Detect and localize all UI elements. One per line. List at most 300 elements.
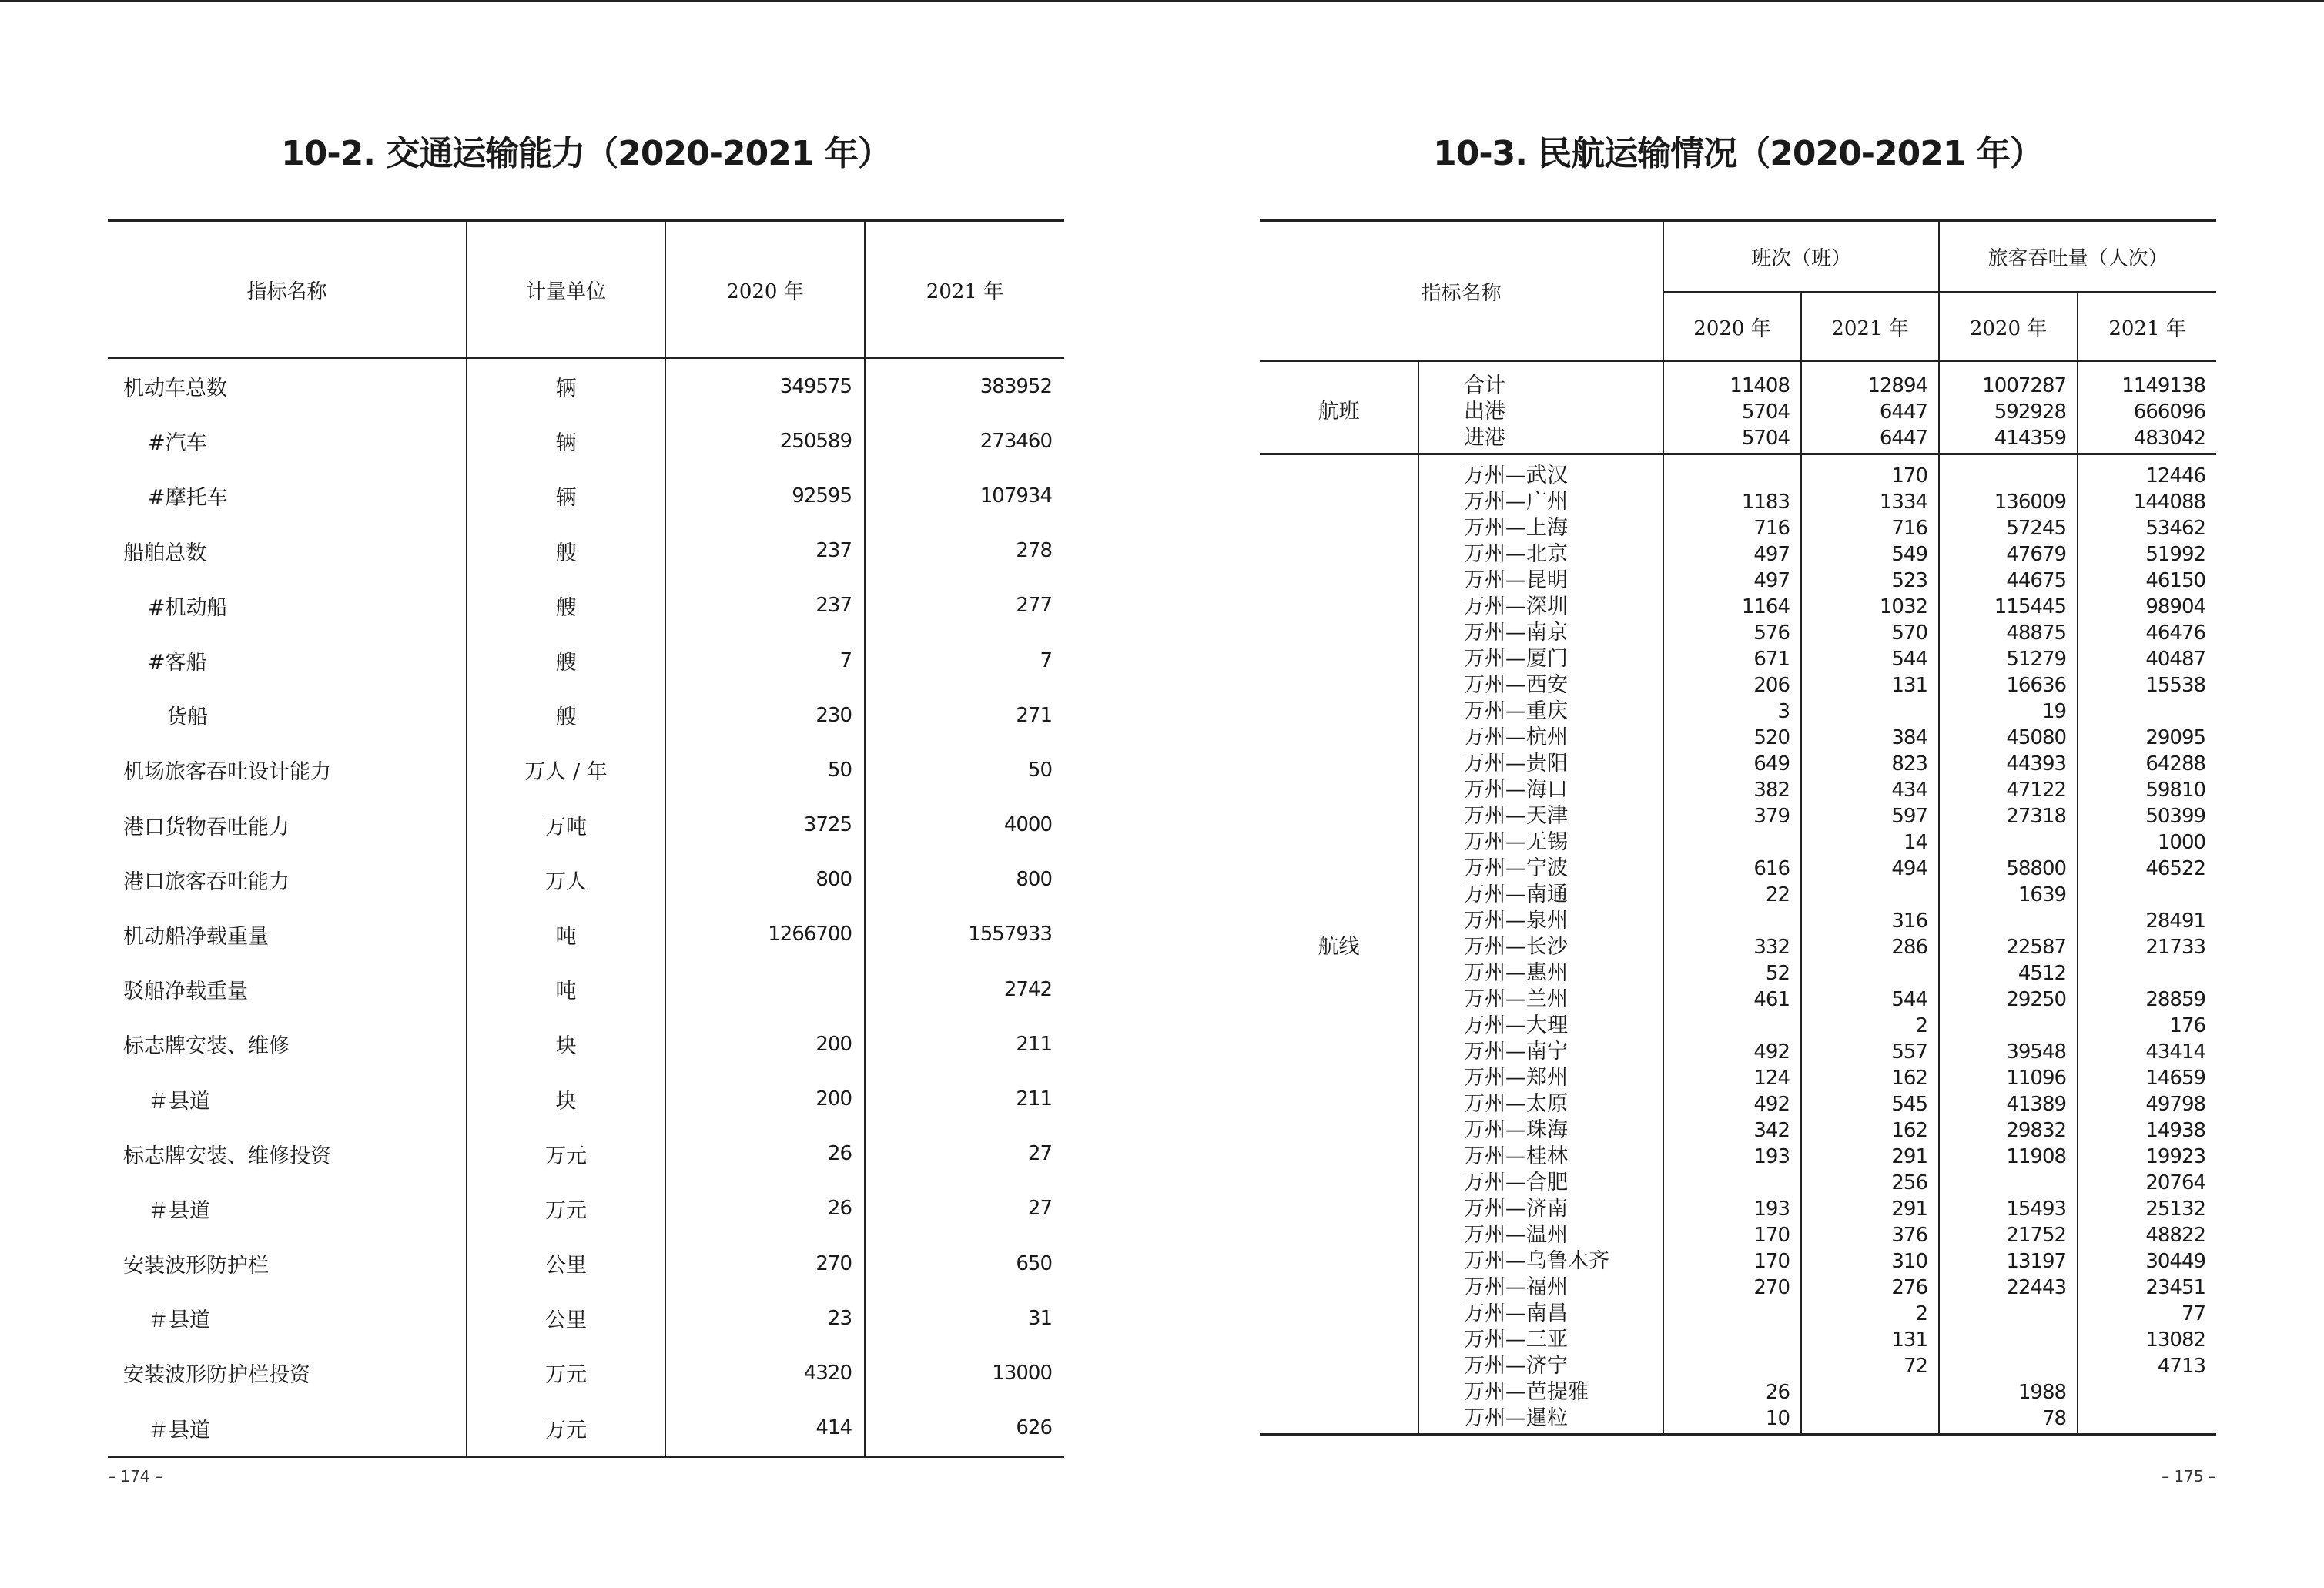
value-f2020: 671 <box>1753 648 1790 671</box>
table-row <box>108 1017 1064 1071</box>
route-label: 进港 <box>1464 426 1505 450</box>
value-p2020: 57245 <box>2006 517 2067 540</box>
unit-cell: 吨 <box>467 962 665 1017</box>
table-row <box>108 633 1064 688</box>
routes-flights-2020-column <box>1663 454 1801 1435</box>
value-p2020: 41389 <box>2006 1093 2067 1116</box>
value-f2020: 193 <box>1753 1198 1790 1221</box>
flights-2021-column <box>1801 361 1939 454</box>
value-f2020: 1183 <box>1741 491 1790 514</box>
value-f2020: 649 <box>1753 752 1790 776</box>
table-row <box>108 414 1064 468</box>
value-f2021: 2 <box>1915 1302 1928 1325</box>
value-f2021: 291 <box>1891 1198 1928 1221</box>
value-p2021 <box>2078 1379 2205 1405</box>
value-f2021: 597 <box>1891 805 1928 828</box>
value-f2020: 170 <box>1753 1250 1790 1273</box>
value-p2020: 51279 <box>2006 648 2067 671</box>
value-2020-cell: 23 <box>665 1291 865 1345</box>
route-label: 万州—福州 <box>1464 1275 1568 1299</box>
value-p2020 <box>1940 1301 2066 1327</box>
route-label: 出港 <box>1464 400 1505 424</box>
route-label: 万州—乌鲁木齐 <box>1464 1249 1609 1273</box>
value-p2021: 29095 <box>2145 726 2206 749</box>
table-header-row-1 <box>1260 221 2216 293</box>
value-p2020: 15493 <box>2006 1198 2067 1221</box>
value-p2020: 1988 <box>2018 1381 2067 1404</box>
indicator-name-cell: #机动船 <box>148 595 228 620</box>
value-p2021 <box>2078 1405 2205 1432</box>
table-row <box>108 962 1064 1017</box>
value-f2020: 616 <box>1753 857 1790 880</box>
unit-cell: 艘 <box>467 524 665 578</box>
value-f2021: 316 <box>1891 910 1928 933</box>
route-label: 万州—济南 <box>1464 1197 1568 1221</box>
value-f2020: 716 <box>1753 517 1790 540</box>
value-2020-cell: 92595 <box>665 468 865 523</box>
value-p2020: 45080 <box>2006 726 2067 749</box>
value-p2021: 46150 <box>2145 569 2206 592</box>
value-p2021: 4713 <box>2157 1355 2206 1378</box>
table-row <box>108 907 1064 962</box>
value-f2020: 576 <box>1753 621 1790 645</box>
value-p2021: 15538 <box>2145 674 2206 697</box>
table-row <box>108 578 1064 633</box>
value-f2020: 520 <box>1753 726 1790 749</box>
value-p2021: 12446 <box>2145 464 2206 487</box>
value-f2020: 497 <box>1753 543 1790 566</box>
value-f2020: 52 <box>1765 962 1790 985</box>
value-p2021: 23451 <box>2145 1276 2206 1299</box>
value-2021-cell: 4000 <box>865 798 1064 853</box>
value-p2020 <box>1940 1013 2066 1039</box>
route-label: 万州—三亚 <box>1464 1328 1568 1352</box>
value-f2020: 206 <box>1753 674 1790 697</box>
value-p2021: 77 <box>2181 1302 2206 1325</box>
unit-cell: 吨 <box>467 907 665 962</box>
value-p2020: 22587 <box>2006 936 2067 959</box>
left-page-number: – 174 – <box>108 1467 162 1486</box>
value-p2021: 1000 <box>2157 831 2206 854</box>
value-f2021: 823 <box>1891 752 1928 776</box>
value-f2020: 379 <box>1753 805 1790 828</box>
value-p2021: 14938 <box>2145 1119 2206 1142</box>
indicator-name-cell: 标志牌安装、维修投资 <box>123 1144 331 1168</box>
value-f2020: 5704 <box>1741 400 1790 424</box>
flights-category-label: 航班 <box>1260 361 1418 454</box>
value-p2020 <box>1940 1327 2066 1353</box>
route-label: 万州—兰州 <box>1464 987 1568 1011</box>
transport-capacity-table <box>108 219 1064 1458</box>
route-label: 万州—郑州 <box>1464 1066 1568 1090</box>
header-year-2020: 2020 年 <box>665 221 865 359</box>
indicator-name-cell: 船舶总数 <box>123 541 206 565</box>
value-p2021: 13082 <box>2145 1328 2206 1352</box>
value-2021-cell: 800 <box>865 853 1064 907</box>
value-p2021: 64288 <box>2145 752 2206 776</box>
value-2020-cell: 270 <box>665 1236 865 1291</box>
value-f2021 <box>1802 699 1927 725</box>
value-2020-cell: 26 <box>665 1181 865 1236</box>
route-label: 万州—桂林 <box>1464 1144 1568 1168</box>
flights-passengers-2021-column <box>2078 361 2216 454</box>
value-f2021: 286 <box>1891 936 1928 959</box>
value-f2020: 1164 <box>1741 595 1790 618</box>
unit-cell: 万人 <box>467 853 665 907</box>
value-2021-cell: 626 <box>865 1401 1064 1457</box>
value-f2021: 291 <box>1891 1145 1928 1168</box>
route-label: 万州—合肥 <box>1464 1171 1568 1194</box>
value-p2020: 19 <box>2041 700 2067 723</box>
value-p2021: 43414 <box>2145 1040 2206 1064</box>
indicator-name-cell: 标志牌安装、维修 <box>123 1034 290 1059</box>
value-p2020: 48875 <box>2006 621 2067 645</box>
flights-passengers-2020-column <box>1939 361 2078 454</box>
value-p2020: 592928 <box>1994 400 2067 424</box>
value-p2021 <box>2078 882 2205 908</box>
route-label: 万州—济宁 <box>1464 1354 1568 1378</box>
value-f2021: 131 <box>1891 674 1928 697</box>
table-row <box>108 798 1064 853</box>
value-f2020: 10 <box>1765 1407 1790 1430</box>
value-2021-cell: 211 <box>865 1017 1064 1071</box>
value-f2020: 492 <box>1753 1093 1790 1116</box>
value-f2021: 162 <box>1891 1067 1928 1090</box>
value-p2021: 14659 <box>2145 1067 2206 1090</box>
routes-passengers-2020-column <box>1939 454 2078 1435</box>
route-label: 万州—惠州 <box>1464 961 1568 985</box>
value-p2021: 40487 <box>2145 648 2206 671</box>
indicator-name-cell: ＃县道 <box>148 1198 210 1223</box>
indicator-name-cell: ＃县道 <box>148 1418 210 1442</box>
indicator-name-cell: #摩托车 <box>148 486 228 511</box>
value-f2021: 716 <box>1891 517 1928 540</box>
value-2021-cell: 650 <box>865 1236 1064 1291</box>
value-f2021: 545 <box>1891 1093 1928 1116</box>
table-row <box>108 468 1064 523</box>
value-f2020 <box>1664 829 1790 856</box>
right-page-number: – 175 – <box>2162 1467 2216 1486</box>
value-f2020: 461 <box>1753 988 1790 1011</box>
routes-category-label: 航线 <box>1260 454 1418 1435</box>
value-2021-cell: 13000 <box>865 1345 1064 1400</box>
value-f2021: 494 <box>1891 857 1928 880</box>
indicator-name-cell: #客船 <box>148 651 207 675</box>
value-p2021: 21733 <box>2145 936 2206 959</box>
routes-section <box>1260 454 2216 1435</box>
route-label: 万州—芭提雅 <box>1464 1380 1589 1404</box>
unit-cell: 艘 <box>467 633 665 688</box>
value-p2020: 4512 <box>2018 962 2067 985</box>
value-p2020: 414359 <box>1994 427 2067 450</box>
value-f2020: 382 <box>1753 779 1790 802</box>
value-p2020: 29250 <box>2006 988 2067 1011</box>
indicator-name-cell: 驳船净载重量 <box>123 980 248 1004</box>
route-label: 万州—深圳 <box>1464 595 1568 618</box>
value-f2020 <box>1664 1170 1790 1196</box>
table-header-row <box>108 221 1064 359</box>
route-label: 万州—南昌 <box>1464 1302 1568 1325</box>
value-f2021: 276 <box>1891 1276 1928 1299</box>
indicator-name-cell: 安装波形防护栏投资 <box>123 1363 310 1388</box>
indicator-name-cell: 港口货物吞吐能力 <box>123 815 290 839</box>
value-p2021: 28859 <box>2145 988 2206 1011</box>
unit-cell: 万元 <box>467 1401 665 1457</box>
routes-passengers-2021-column <box>2078 454 2216 1435</box>
value-f2021: 2 <box>1915 1014 1928 1037</box>
value-f2020: 11408 <box>1730 374 1790 397</box>
table-row <box>108 1127 1064 1181</box>
flights-2020-column <box>1663 361 1801 454</box>
unit-cell: 万元 <box>467 1127 665 1181</box>
route-label: 万州—武汉 <box>1464 464 1568 487</box>
value-p2020: 11096 <box>2006 1067 2067 1090</box>
header-flights-group: 班次（班） <box>1663 221 1939 293</box>
value-2021-cell: 27 <box>865 1181 1064 1236</box>
value-2020-cell: 237 <box>665 524 865 578</box>
header-indicator-name: 指标名称 <box>1260 221 1663 362</box>
value-f2021: 549 <box>1891 543 1928 566</box>
indicator-name-cell: #汽车 <box>148 431 207 456</box>
value-2021-cell: 2742 <box>865 962 1064 1017</box>
table-row <box>108 1236 1064 1291</box>
value-2021-cell: 211 <box>865 1071 1064 1126</box>
value-f2021: 131 <box>1891 1328 1928 1352</box>
value-p2020: 44675 <box>2006 569 2067 592</box>
value-f2020: 497 <box>1753 569 1790 592</box>
header-flights-2020: 2020 年 <box>1663 292 1801 361</box>
value-p2021 <box>2078 699 2205 725</box>
value-p2020: 58800 <box>2006 857 2067 880</box>
value-f2021: 1032 <box>1879 595 1928 618</box>
value-p2020: 29832 <box>2006 1119 2067 1142</box>
header-unit: 计量单位 <box>467 221 665 359</box>
table-row <box>108 1345 1064 1400</box>
value-p2020: 1007287 <box>1982 374 2067 397</box>
route-label: 万州—无锡 <box>1464 830 1568 854</box>
route-label: 万州—温州 <box>1464 1223 1568 1247</box>
value-p2021: 20764 <box>2145 1171 2206 1194</box>
value-2020-cell: 26 <box>665 1127 865 1181</box>
value-p2021: 59810 <box>2145 779 2206 802</box>
value-2020-cell: 200 <box>665 1071 865 1126</box>
value-p2021: 30449 <box>2145 1250 2206 1273</box>
value-p2020: 115445 <box>1994 595 2067 618</box>
value-f2020: 26 <box>1765 1381 1790 1404</box>
value-f2021: 256 <box>1891 1171 1928 1194</box>
indicator-name-cell: 机动车总数 <box>123 377 227 401</box>
route-label: 万州—广州 <box>1464 490 1568 514</box>
value-p2021: 53462 <box>2145 517 2206 540</box>
header-passengers-2021: 2021 年 <box>2078 292 2216 361</box>
value-p2020: 47122 <box>2006 779 2067 802</box>
route-label: 万州—上海 <box>1464 516 1568 540</box>
value-p2020: 11908 <box>2006 1145 2067 1168</box>
value-f2021 <box>1802 882 1927 908</box>
value-f2020 <box>1664 908 1790 934</box>
route-label: 万州—北京 <box>1464 542 1568 566</box>
routes-flights-2021-column <box>1801 454 1939 1435</box>
value-2021-cell: 383952 <box>865 358 1064 414</box>
value-2021-cell: 27 <box>865 1127 1064 1181</box>
value-p2021: 25132 <box>2145 1198 2206 1221</box>
table-row <box>108 1181 1064 1236</box>
value-2020-cell: 414 <box>665 1401 865 1457</box>
table-row <box>108 1401 1064 1457</box>
value-p2020: 16636 <box>2006 674 2067 697</box>
header-passengers-group: 旅客吞吐量（人次） <box>1939 221 2216 293</box>
route-label: 万州—泉州 <box>1464 909 1568 933</box>
value-p2020: 21752 <box>2006 1224 2067 1247</box>
value-2020-cell: 349575 <box>665 358 865 414</box>
value-p2020: 22443 <box>2006 1276 2067 1299</box>
value-f2021: 72 <box>1903 1355 1928 1378</box>
value-p2020: 13197 <box>2006 1250 2067 1273</box>
value-2020-cell <box>665 962 865 1017</box>
value-p2020: 39548 <box>2006 1040 2067 1064</box>
value-f2020: 3 <box>1777 700 1790 723</box>
value-f2020: 332 <box>1753 936 1790 959</box>
value-p2020: 47679 <box>2006 543 2067 566</box>
value-f2021: 170 <box>1891 464 1928 487</box>
value-p2021 <box>2078 960 2205 987</box>
route-label: 万州—宁波 <box>1464 856 1568 880</box>
route-label: 万州—南宁 <box>1464 1040 1568 1064</box>
indicator-name-cell: 机场旅客吞吐设计能力 <box>123 760 331 785</box>
value-f2021: 6447 <box>1879 400 1928 424</box>
unit-cell: 万人 / 年 <box>467 742 665 797</box>
value-f2020: 492 <box>1753 1040 1790 1064</box>
header-flights-2021: 2021 年 <box>1801 292 1939 361</box>
route-label: 万州—南京 <box>1464 621 1568 645</box>
value-2021-cell: 278 <box>865 524 1064 578</box>
value-f2021: 523 <box>1891 569 1928 592</box>
value-f2021: 570 <box>1891 621 1928 645</box>
value-2021-cell: 50 <box>865 742 1064 797</box>
route-label: 万州—暹粒 <box>1464 1406 1568 1430</box>
value-f2020 <box>1664 1327 1790 1353</box>
value-f2020: 270 <box>1753 1276 1790 1299</box>
route-label: 万州—大理 <box>1464 1013 1568 1037</box>
value-p2020 <box>1940 1353 2066 1379</box>
route-label: 万州—天津 <box>1464 804 1568 828</box>
header-year-2021: 2021 年 <box>865 221 1064 359</box>
route-label: 万州—长沙 <box>1464 935 1568 959</box>
value-f2020: 193 <box>1753 1145 1790 1168</box>
table-row <box>108 853 1064 907</box>
header-passengers-2020: 2020 年 <box>1939 292 2078 361</box>
table-row <box>108 358 1064 414</box>
value-2021-cell: 107934 <box>865 468 1064 523</box>
unit-cell: 万元 <box>467 1181 665 1236</box>
value-p2021: 51992 <box>2145 543 2206 566</box>
unit-cell: 块 <box>467 1017 665 1071</box>
value-f2020 <box>1664 1353 1790 1379</box>
unit-cell: 万吨 <box>467 798 665 853</box>
value-2020-cell: 800 <box>665 853 865 907</box>
unit-cell: 辆 <box>467 414 665 468</box>
value-2020-cell: 50 <box>665 742 865 797</box>
value-2020-cell: 7 <box>665 633 865 688</box>
value-f2020 <box>1664 1013 1790 1039</box>
indicator-name-cell: ＃县道 <box>148 1089 210 1114</box>
value-2020-cell: 1266700 <box>665 907 865 962</box>
indicator-name-cell: 货船 <box>166 705 208 730</box>
table-row <box>108 1071 1064 1126</box>
route-label: 万州—西安 <box>1464 673 1568 697</box>
value-p2020: 78 <box>2041 1407 2067 1430</box>
value-2021-cell: 7 <box>865 633 1064 688</box>
value-2020-cell: 237 <box>665 578 865 633</box>
value-p2021: 176 <box>2169 1014 2206 1037</box>
route-label: 万州—南通 <box>1464 883 1568 906</box>
route-label: 万州—厦门 <box>1464 647 1568 671</box>
unit-cell: 辆 <box>467 358 665 414</box>
route-label: 万州—贵阳 <box>1464 752 1568 776</box>
value-p2021: 483042 <box>2133 427 2206 450</box>
value-f2021: 14 <box>1903 831 1928 854</box>
value-p2020: 136009 <box>1994 491 2067 514</box>
table-row <box>108 742 1064 797</box>
value-p2021: 28491 <box>2145 910 2206 933</box>
value-p2020 <box>1940 463 2066 489</box>
value-p2021: 48822 <box>2145 1224 2206 1247</box>
value-f2021: 12894 <box>1867 374 1928 397</box>
civil-aviation-table <box>1260 219 2216 1436</box>
value-p2021: 666096 <box>2133 400 2206 424</box>
left-page-title: 10-2. 交通运输能力（2020-2021 年） <box>281 134 891 173</box>
indicator-name-cell: 安装波形防护栏 <box>123 1254 269 1278</box>
unit-cell: 公里 <box>467 1291 665 1345</box>
unit-cell: 艘 <box>467 688 665 742</box>
value-p2021: 1149138 <box>2121 374 2206 397</box>
value-p2020 <box>1940 829 2066 856</box>
value-2021-cell: 31 <box>865 1291 1064 1345</box>
indicator-name-cell: ＃县道 <box>148 1308 210 1333</box>
value-p2020: 27318 <box>2006 805 2067 828</box>
unit-cell: 辆 <box>467 468 665 523</box>
value-2020-cell: 200 <box>665 1017 865 1071</box>
value-p2020 <box>1940 1170 2066 1196</box>
value-f2021 <box>1802 1405 1927 1432</box>
value-p2021: 50399 <box>2145 805 2206 828</box>
value-f2020 <box>1664 1301 1790 1327</box>
value-f2020: 5704 <box>1741 427 1790 450</box>
route-label: 万州—海口 <box>1464 778 1568 802</box>
value-2020-cell: 3725 <box>665 798 865 853</box>
indicator-name-cell: 港口旅客吞吐能力 <box>123 869 290 894</box>
value-p2020 <box>1940 908 2066 934</box>
value-2021-cell: 273460 <box>865 414 1064 468</box>
value-f2020: 170 <box>1753 1224 1790 1247</box>
flights-labels <box>1418 361 1663 454</box>
route-label: 合计 <box>1464 374 1505 397</box>
value-p2021: 19923 <box>2145 1145 2206 1168</box>
value-f2021: 384 <box>1891 726 1928 749</box>
value-p2021: 46476 <box>2145 621 2206 645</box>
route-label: 万州—重庆 <box>1464 699 1568 723</box>
indicator-name-cell: 机动船净载重量 <box>123 924 269 949</box>
value-f2020 <box>1664 463 1790 489</box>
value-2020-cell: 230 <box>665 688 865 742</box>
value-2021-cell: 1557933 <box>865 907 1064 962</box>
flights-section <box>1260 361 2216 454</box>
route-label: 万州—太原 <box>1464 1092 1568 1116</box>
value-2020-cell: 250589 <box>665 414 865 468</box>
value-2020-cell: 4320 <box>665 1345 865 1400</box>
value-p2020: 44393 <box>2006 752 2067 776</box>
value-f2021: 376 <box>1891 1224 1928 1247</box>
